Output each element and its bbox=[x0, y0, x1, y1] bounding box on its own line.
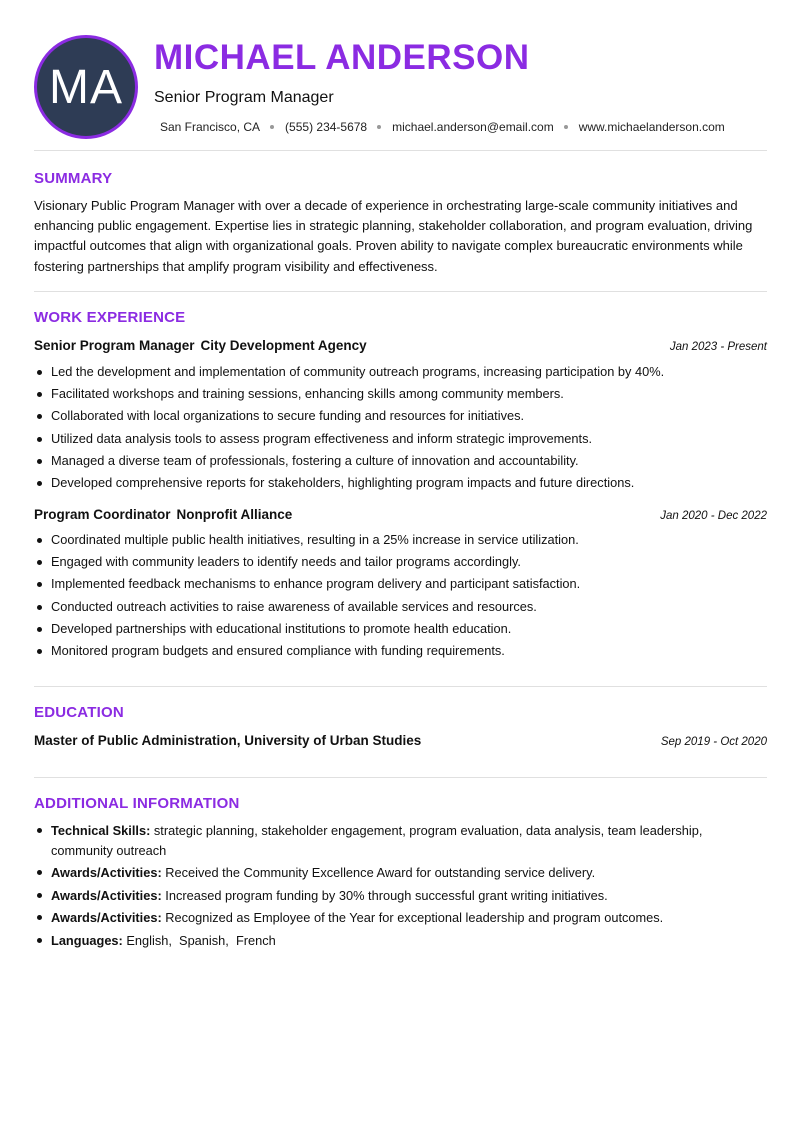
list-item: Engaged with community leaders to identify needs and tailor programs accordingly. bbox=[34, 551, 767, 573]
section-title-education: EDUCATION bbox=[34, 704, 124, 721]
separator-dot bbox=[564, 125, 568, 129]
list-item: Developed partnerships with educational institutions to promote health education. bbox=[34, 618, 767, 640]
divider bbox=[34, 777, 767, 778]
job-org: Nonprofit Alliance bbox=[176, 507, 293, 522]
list-item bbox=[34, 886, 767, 906]
section-title-summary: SUMMARY bbox=[34, 170, 113, 187]
avatar-initials: MA bbox=[49, 60, 123, 114]
list-item bbox=[34, 931, 767, 951]
list-item: Led the development and implementation of community outreach programs, increasing participation by 40%. bbox=[34, 361, 767, 383]
list-item bbox=[34, 908, 767, 928]
item-label: Awards/Activities: bbox=[51, 887, 162, 903]
job-header bbox=[34, 507, 767, 522]
list-item: Conducted outreach activities to raise awareness of available services and resources. bbox=[34, 596, 767, 618]
job-bullets bbox=[34, 529, 767, 662]
list-item bbox=[34, 821, 767, 860]
divider bbox=[34, 150, 767, 151]
separator-dot bbox=[270, 125, 274, 129]
candidate-title: Senior Program Manager bbox=[154, 89, 334, 106]
list-item: Developed comprehensive reports for stakeholders, highlighting program impacts and future directions. bbox=[34, 472, 767, 494]
item-label: Languages: bbox=[51, 932, 123, 948]
item-text: English, Spanish, French bbox=[126, 932, 276, 948]
item-label: Technical Skills: bbox=[51, 823, 151, 838]
job-bullets bbox=[34, 361, 767, 494]
job-header bbox=[34, 338, 767, 353]
education-dates: Sep 2019 - Oct 2020 bbox=[660, 736, 767, 748]
job-role: Program Coordinator bbox=[34, 507, 171, 522]
list-item: Coordinated multiple public health initiatives, resulting in a 25% increase in service utilization. bbox=[34, 529, 767, 551]
job-org: City Development Agency bbox=[200, 338, 367, 353]
list-item: Monitored program budgets and ensured compliance with funding requirements. bbox=[34, 640, 767, 662]
list-item: Utilized data analysis tools to assess program effectiveness and inform strategic improvements. bbox=[34, 428, 767, 450]
summary-text: Visionary Public Program Manager with over a decade of experience in orchestrating large-scale community initiatives and enhancing public engagement. Expertise lies in strategic planning, stakeholder collaboration, and program evaluation, driving impactful outcomes that align with organizational goals. Proven ability to navigate complex bureaucratic environments while fostering partnerships that amplify program visibility and effectiveness. bbox=[34, 198, 753, 274]
list-item: Collaborated with local organizations to secure funding and resources for initiatives. bbox=[34, 405, 767, 427]
divider bbox=[34, 291, 767, 292]
divider bbox=[34, 686, 767, 687]
list-item: Implemented feedback mechanisms to enhance program delivery and participant satisfaction. bbox=[34, 573, 767, 595]
contact-website[interactable]: www.michaelanderson.com bbox=[578, 120, 725, 134]
job-dates: Jan 2020 - Dec 2022 bbox=[660, 510, 767, 522]
candidate-name: MICHAEL ANDERSON bbox=[154, 38, 530, 77]
item-label: Awards/Activities: bbox=[51, 910, 162, 925]
list-item: Managed a diverse team of professionals, fostering a culture of innovation and accountability. bbox=[34, 450, 767, 472]
section-title-experience: WORK EXPERIENCE bbox=[34, 309, 186, 326]
item-text: Recognized as Employee of the Year for exceptional leadership and program outcomes. bbox=[165, 910, 664, 925]
avatar bbox=[34, 35, 138, 139]
contact-line bbox=[160, 120, 725, 134]
item-label: Awards/Activities: bbox=[51, 865, 162, 880]
item-text: Received the Community Excellence Award for outstanding service delivery. bbox=[165, 865, 596, 880]
list-item: Facilitated workshops and training sessions, enhancing skills among community members. bbox=[34, 383, 767, 405]
education-entry bbox=[34, 733, 767, 748]
job-dates: Jan 2023 - Present bbox=[669, 341, 767, 353]
job-role: Senior Program Manager bbox=[34, 338, 195, 353]
separator-dot bbox=[377, 125, 381, 129]
item-text: Increased program funding by 30% through successful grant writing initiatives. bbox=[165, 887, 608, 903]
list-item bbox=[34, 863, 767, 883]
additional-list bbox=[34, 821, 767, 953]
contact-location: San Francisco, CA bbox=[160, 120, 261, 134]
contact-email[interactable]: michael.anderson@email.com bbox=[392, 120, 554, 134]
contact-phone: (555) 234-5678 bbox=[285, 120, 368, 134]
education-degree: Master of Public Administration, University of Urban Studies bbox=[34, 733, 422, 748]
item-text: strategic planning, stakeholder engagement, program evaluation, data analysis, team leadership, community outreach bbox=[51, 823, 703, 858]
section-title-additional: ADDITIONAL INFORMATION bbox=[34, 795, 240, 812]
